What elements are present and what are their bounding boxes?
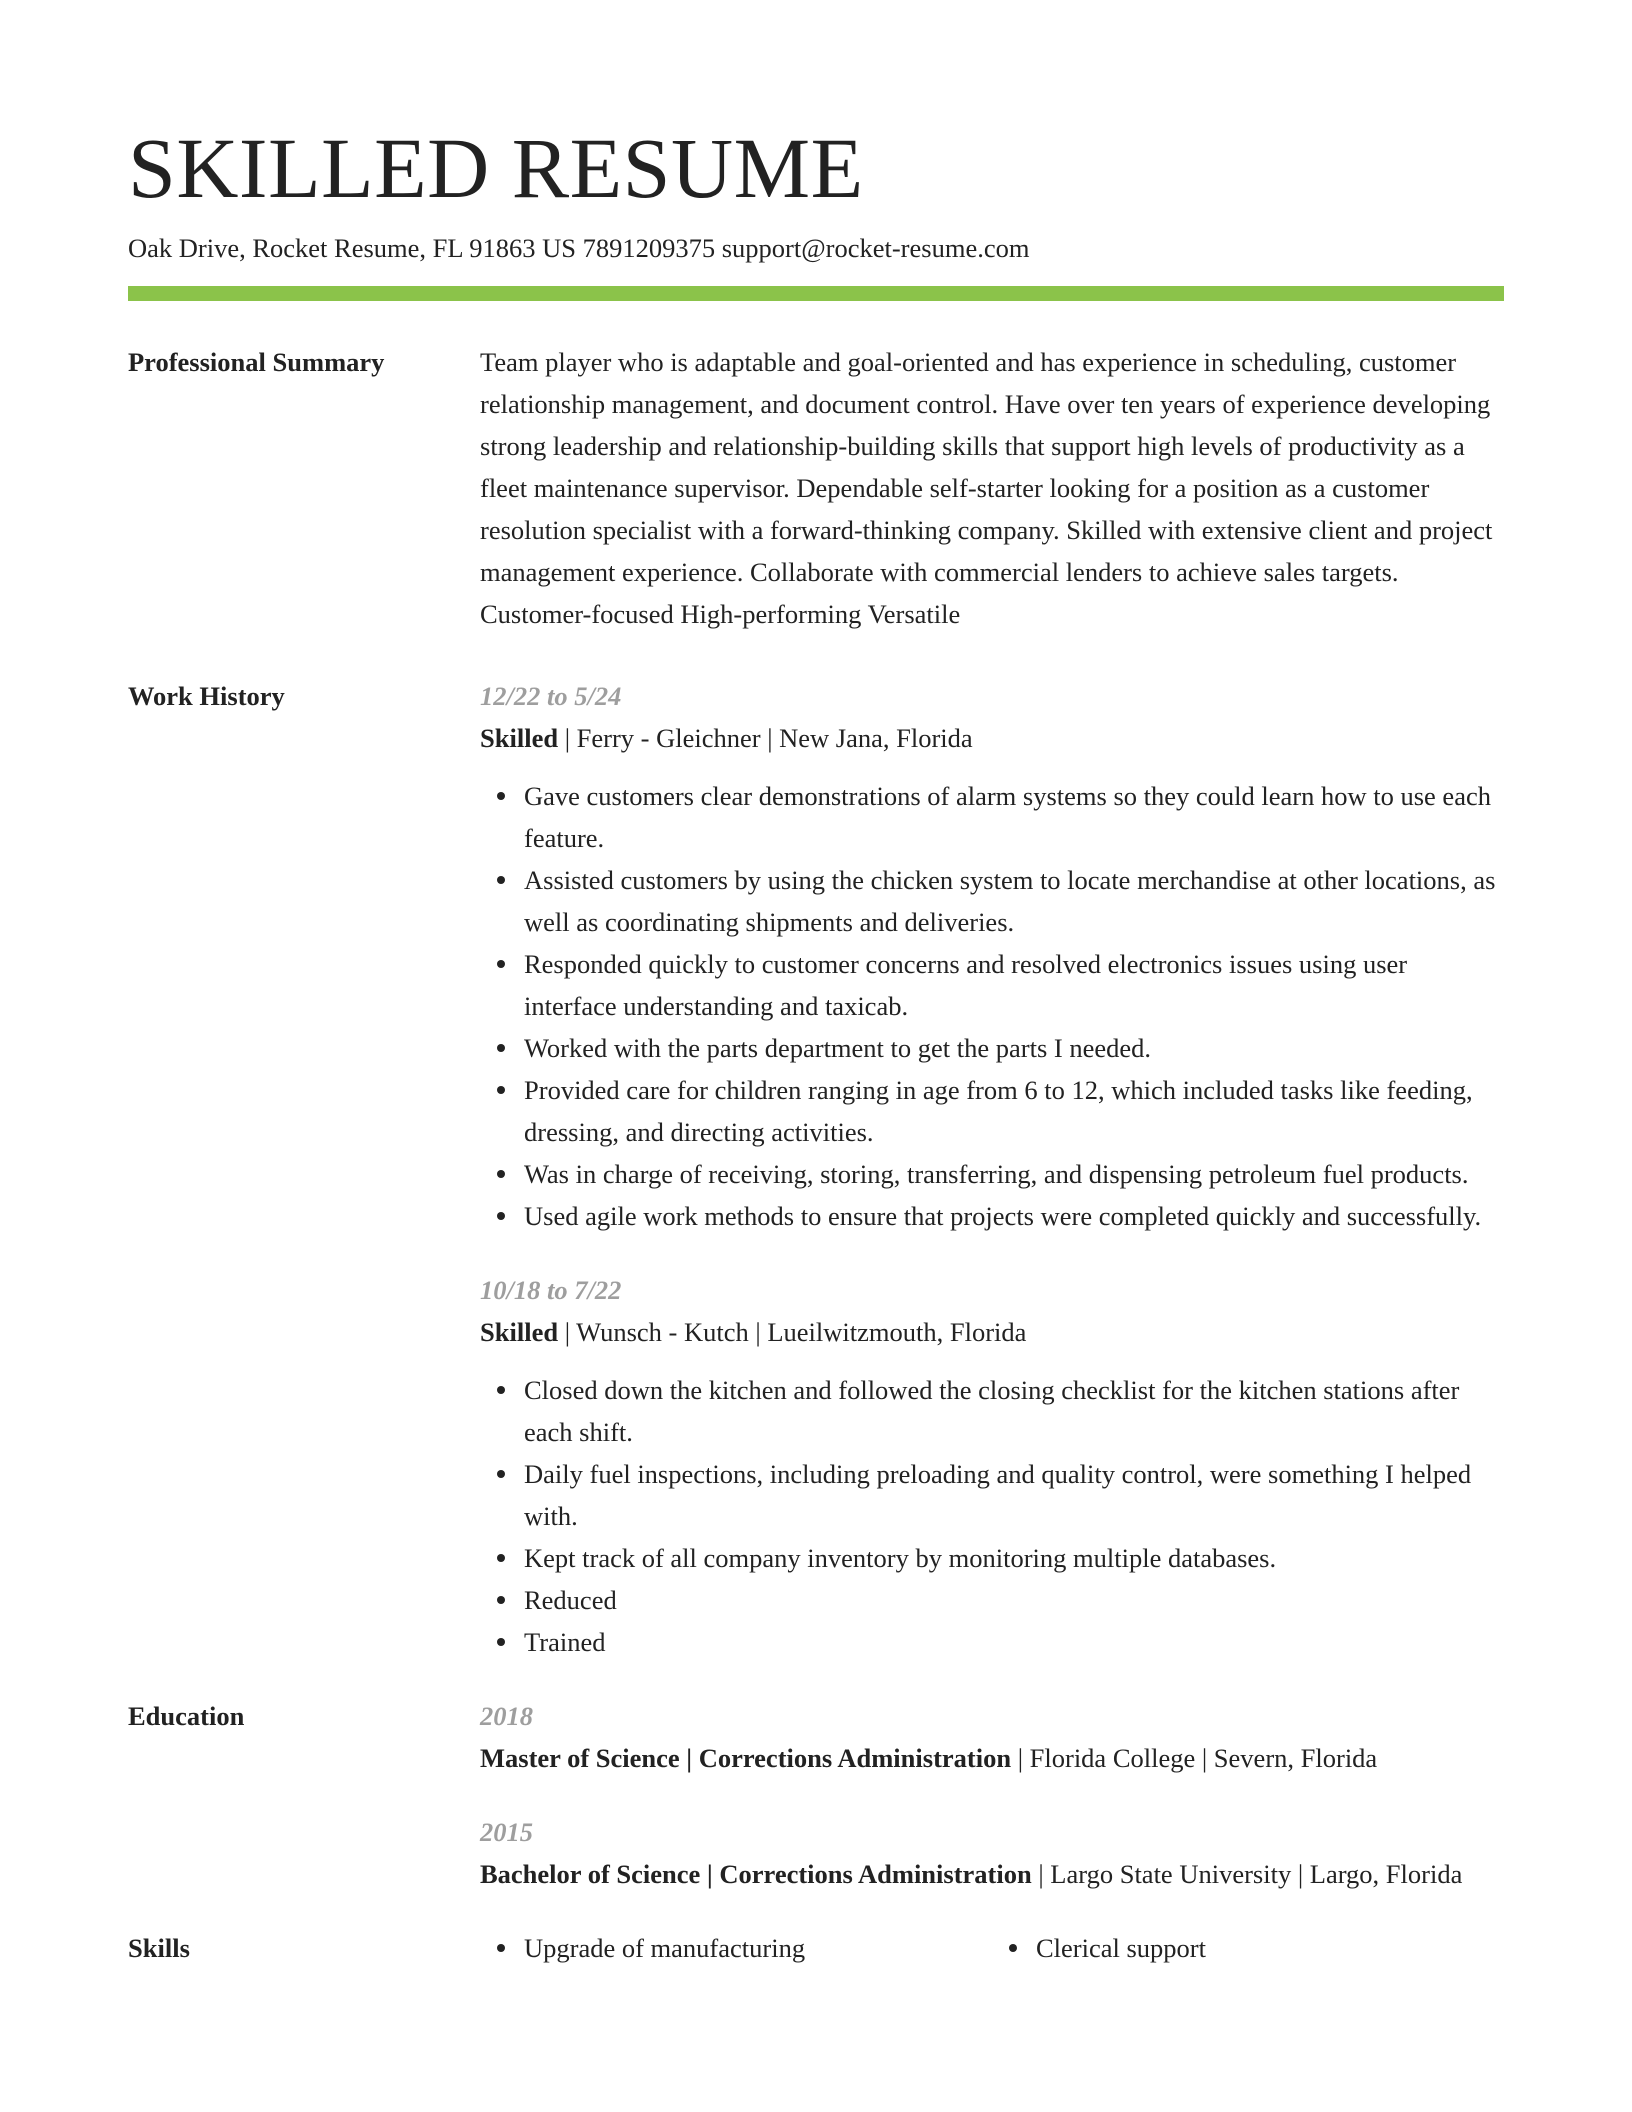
skills-body <box>480 1927 1504 1969</box>
education-details <box>480 1737 1504 1779</box>
job-entry <box>480 1269 1504 1663</box>
skills-list <box>992 1927 1504 1969</box>
skill-item: Clerical support <box>1036 1927 1504 1969</box>
job-duty: Assisted customers by using the chicken system to locate merchandise at other locations, as well as coordinating shipments and deliveries. <box>524 859 1504 943</box>
resume-sections <box>128 349 1504 1969</box>
summary-text: Team player who is adaptable and goal-oriented and has experience in scheduling, customer relationship management, and document control. Have over ten years of experience developing strong leadership and relationship-building skills that support high levels of productivity as a fleet maintenance supervisor. Dependable self-starter looking for a position as a customer resolution specialist with a forward-thinking company. Skilled with extensive client and project management experience. Collaborate with commercial lenders to achieve sales targets. Customer-focused High-performing Versatile <box>480 347 1493 629</box>
job-duty: Trained <box>524 1621 1504 1663</box>
job-title: Skilled <box>480 723 559 753</box>
job-duties-list <box>480 775 1504 1237</box>
job-duty: Provided care for children ranging in age from 6 to 12, which included tasks like feeding, dressing, and directing activities. <box>524 1069 1504 1153</box>
job-duties-list <box>480 1369 1504 1663</box>
job-entry <box>480 675 1504 1237</box>
summary-heading: Professional Summary <box>128 347 385 377</box>
job-duty: Daily fuel inspections, including preloading and quality control, were something I helped with. <box>524 1453 1504 1537</box>
job-title: Skilled <box>480 1317 559 1347</box>
work-history-section <box>128 675 1504 1663</box>
skills-heading: Skills <box>128 1933 190 1963</box>
degree-name: Master of Science | Corrections Administration <box>480 1743 1012 1773</box>
school-location: | Largo State University | Largo, Florida <box>1031 1859 1463 1889</box>
job-header <box>480 717 1504 759</box>
education-heading: Education <box>128 1701 245 1731</box>
job-duty: Used agile work methods to ensure that projects were completed quickly and successfully. <box>524 1195 1504 1237</box>
work-history-body <box>480 675 1504 1663</box>
education-details <box>480 1853 1504 1895</box>
education-body <box>480 1695 1504 1895</box>
job-duty: Reduced <box>524 1579 1504 1621</box>
degree-name: Bachelor of Science | Corrections Administration <box>480 1859 1032 1889</box>
school-location: | Florida College | Severn, Florida <box>1011 1743 1378 1773</box>
accent-divider <box>128 286 1504 301</box>
education-year: 2015 <box>480 1817 533 1847</box>
job-duty: Worked with the parts department to get the parts I needed. <box>524 1027 1504 1069</box>
summary-section <box>128 349 1504 635</box>
job-duty: Closed down the kitchen and followed the closing checklist for the kitchen stations after each shift. <box>524 1369 1504 1453</box>
job-duty: Responded quickly to customer concerns and resolved electronics issues using user interface understanding and taxicab. <box>524 943 1504 1027</box>
skill-item: Upgrade of manufacturing <box>524 1927 992 1969</box>
education-entry <box>480 1695 1504 1779</box>
summary-body <box>480 349 1504 635</box>
skills-section <box>128 1927 1504 1969</box>
job-header <box>480 1311 1504 1353</box>
job-duty: Was in charge of receiving, storing, transferring, and dispensing petroleum fuel products. <box>524 1153 1504 1195</box>
job-dates: 10/18 to 7/22 <box>480 1275 622 1305</box>
job-dates: 12/22 to 5/24 <box>480 681 622 711</box>
job-employer-location: | Wunsch - Kutch | Lueilwitzmouth, Florida <box>558 1317 1027 1347</box>
education-year: 2018 <box>480 1701 533 1731</box>
education-section <box>128 1695 1504 1895</box>
job-duty: Kept track of all company inventory by monitoring multiple databases. <box>524 1537 1504 1579</box>
job-employer-location: | Ferry - Gleichner | New Jana, Florida <box>558 723 973 753</box>
skills-list <box>480 1927 992 1969</box>
job-duty: Gave customers clear demonstrations of alarm systems so they could learn how to use each feature. <box>524 775 1504 859</box>
resume-name: SKILLED RESUME <box>128 120 864 216</box>
work-history-heading: Work History <box>128 681 285 711</box>
contact-info: Oak Drive, Rocket Resume, FL 91863 US 7891209375 support@rocket-resume.com <box>128 233 1030 263</box>
education-entry <box>480 1811 1504 1895</box>
